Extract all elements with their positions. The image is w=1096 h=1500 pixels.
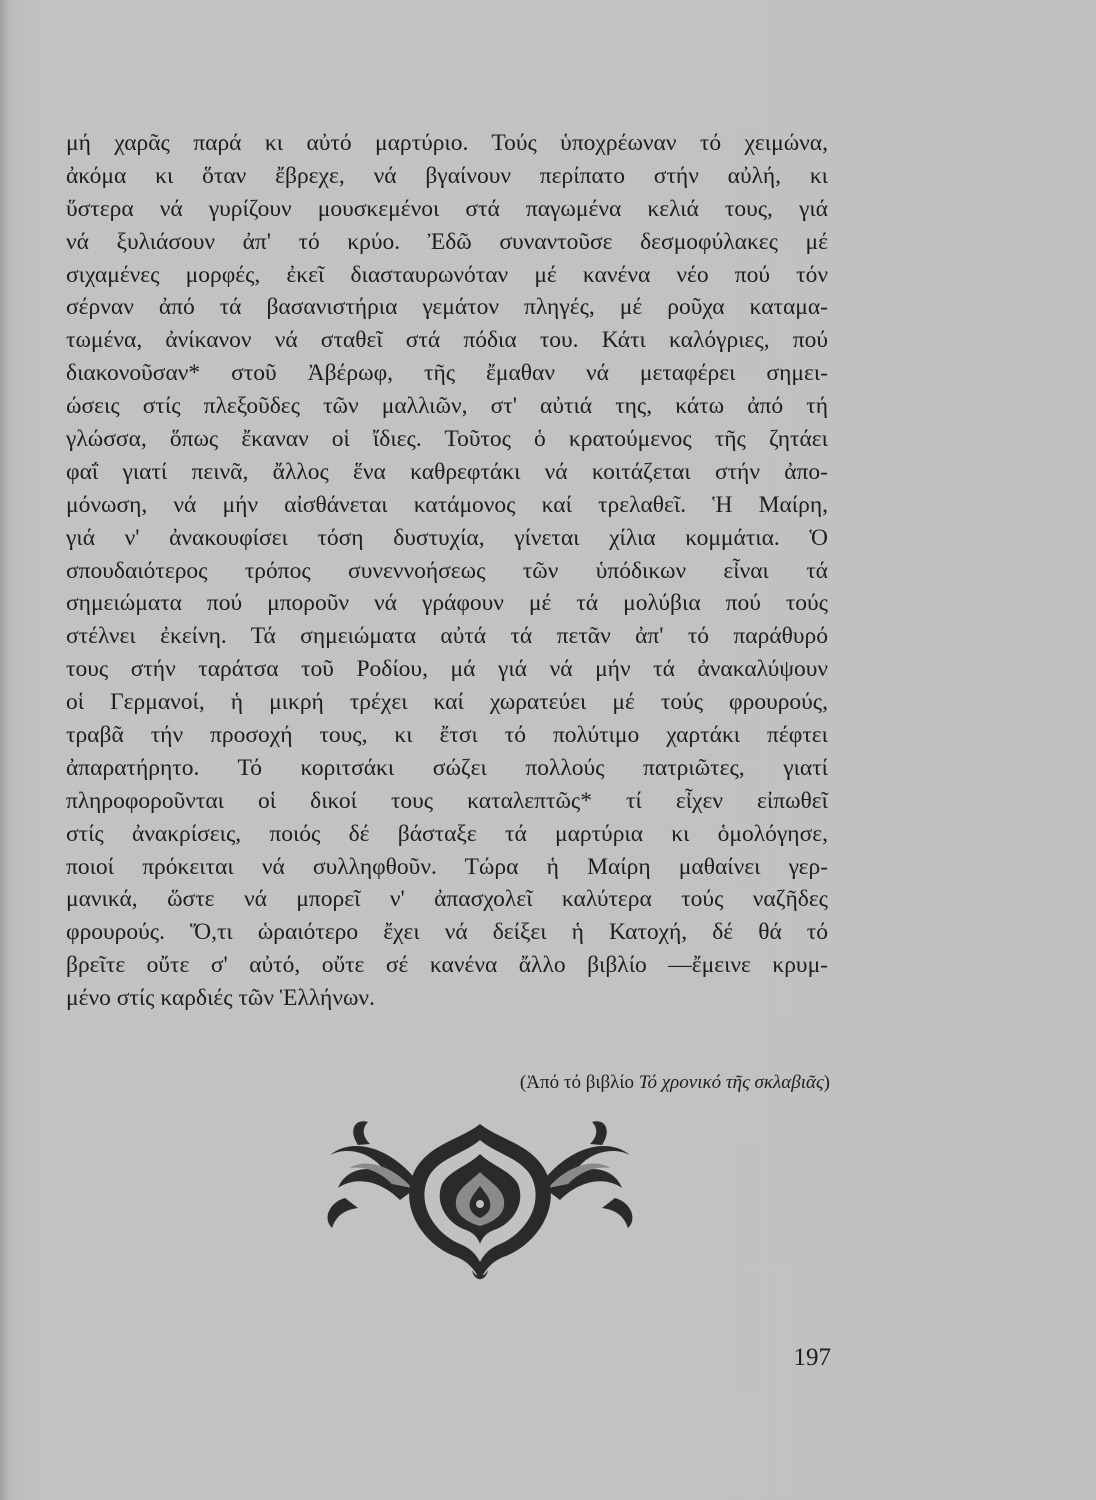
main-paragraph <box>66 127 828 1015</box>
paragraph-line: ἀκόμα κι ὅταν ἔβρεχε, νά βγαίνουν περίπατο στήν αὐλή, κι <box>66 162 828 189</box>
paragraph-line: μή χαρᾶς παρά κι αὐτό μαρτύριο. Τούς ὑποχρέωναν τό χειμώνα, <box>66 130 828 156</box>
paragraph-line: διακονοῦσαν* στοῦ Ἀβέρωφ, τῆς ἔμαθαν νά μεταφέρει σημει- <box>66 360 828 387</box>
paragraph-line: ποιοί πρόκειται νά συλληφθοῦν. Τώρα ἡ Μαίρη μαθαίνει γερ- <box>66 853 828 880</box>
paragraph-line: μόνωση, νά μήν αἰσθάνεται κατάμονος καί τρελαθεῖ. Ἡ Μαίρη, <box>66 491 828 518</box>
paragraph-line: γιά ν' ἀνακουφίσει τόση δυστυχία, γίνεται χίλια κομμάτια. Ὁ <box>66 524 828 551</box>
citation-book-title: Τό χρονικό τῆς σκλαβιᾶς <box>638 1072 824 1093</box>
paragraph-line: τραβᾶ τήν προσοχή τους, κι ἔτσι τό πολύτιμο χαρτάκι πέφτει <box>66 722 828 749</box>
citation-suffix: ) <box>823 1072 830 1093</box>
paragraph-line: νά ξυλιάσουν ἀπ' τό κρύο. Ἐδῶ συναντοῦσε δεσμοφύλακες μέ <box>66 228 828 255</box>
paragraph-line: φρουρούς. Ὅ,τι ὡραιότερο ἔχει νά δείξει ἡ Κατοχή, δέ θά τό <box>66 919 828 946</box>
paragraph-line: σέρναν ἀπό τά βασανιστήρια γεμάτον πληγές, μέ ροῦχα καταμα- <box>66 294 828 321</box>
ornament-left-wing <box>328 1121 420 1228</box>
paragraph-line: τους στήν ταράτσα τοῦ Ροδίου, μά γιά νά μήν τά ἀνακαλύψουν <box>66 656 828 683</box>
floral-arabesque-ornament-icon <box>300 1110 660 1290</box>
paragraph-line: φαΐ γιατί πεινᾶ, ἄλλος ἕνα καθρεφτάκι νά κοιτάζεται στήν ἀπο- <box>66 458 828 485</box>
paragraph-line: οἱ Γερμανοί, ἡ μικρή τρέχει καί χωρατεύει μέ τούς φρουρούς, <box>66 689 828 716</box>
paragraph-line: σπουδαιότερος τρόπος συνεννοήσεως τῶν ὑπόδικων εἶναι τά <box>66 557 828 584</box>
paragraph-line: βρεῖτε οὔτε σ' αὐτό, οὔτε σέ κανένα ἄλλο βιβλίο —ἔμεινε κρυμ- <box>66 952 828 979</box>
citation-prefix: (Ἀπό τό βιβλίο <box>519 1072 639 1093</box>
ornament-center-medallion <box>409 1124 551 1280</box>
paragraph-line: σημειώματα πού μποροῦν νά γράφουν μέ τά μολύβια πού τούς <box>66 590 828 617</box>
ornament-right-wing <box>540 1121 632 1228</box>
paragraph-line: ἀπαρατήρητο. Τό κοριτσάκι σώζει πολλούς πατριῶτες, γιατί <box>66 754 828 781</box>
source-citation <box>420 1072 830 1094</box>
paragraph-line: μανικά, ὥστε νά μπορεῖ ν' ἀπασχολεῖ καλύτερα τούς ναζῆδες <box>66 886 828 913</box>
paragraph-line: στέλνει ἐκείνη. Τά σημειώματα αὐτά τά πετᾶν ἀπ' τό παράθυρό <box>66 623 828 650</box>
paragraph-line: τωμένα, ἀνίκανον νά σταθεῖ στά πόδια του. Κάτι καλόγριες, πού <box>66 327 828 354</box>
paragraph-line: γλώσσα, ὅπως ἔκαναν οἱ ἴδιες. Τοῦτος ὁ κρατούμενος τῆς ζητάει <box>66 426 828 453</box>
paragraph-line: μένο στίς καρδιές τῶν Ἑλλήνων. <box>66 985 375 1012</box>
paragraph-line: σιχαμένες μορφές, ἐκεῖ διασταυρωνόταν μέ κανένα νέο πού τόν <box>66 261 828 288</box>
paragraph-line: πληροφοροῦνται οἱ δικοί τους καταλεπτῶς* τί εἶχεν εἰπωθεῖ <box>66 787 828 814</box>
paragraph-line: ὕστερα νά γυρίζουν μουσκεμένοι στά παγωμένα κελιά τους, γιά <box>66 195 828 222</box>
paragraph-line: ώσεις στίς πλεξοῦδες τῶν μαλλιῶν, στ' αὐτιά της, κάτω ἀπό τή <box>66 393 828 420</box>
paragraph-line: στίς ἀνακρίσεις, ποιός δέ βάσταξε τά μαρτύρια κι ὁμολόγησε, <box>66 820 828 847</box>
page-number: 197 <box>793 1344 831 1371</box>
